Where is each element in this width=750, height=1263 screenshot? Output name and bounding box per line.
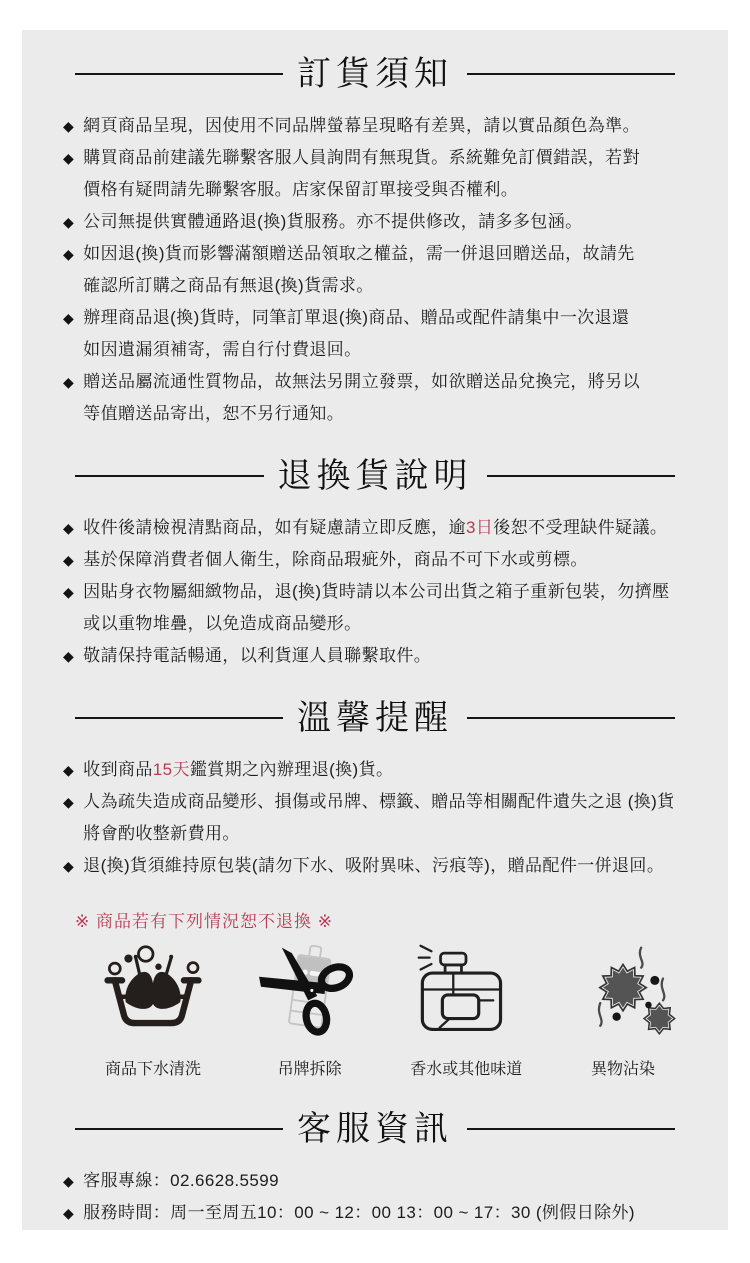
section-return-exchange — [52, 454, 698, 672]
notice-text: 退(換)貨須維持原包裝(請勿下水、吸附異味、污痕等)，贈品配件一併退回。 — [83, 856, 665, 875]
notice-list — [52, 110, 698, 430]
notice-text: 如因退(換)貨而影響滿額贈送品領取之權益，需一併退回贈送品，故請先 確認所訂購之商品有無退(換)貨需求。 — [83, 244, 635, 295]
title-rule-right — [467, 73, 675, 75]
case-tag-removal — [249, 946, 371, 1079]
case-wash — [92, 946, 214, 1079]
section-title: 溫馨提醒 — [297, 699, 453, 737]
no-return-cases — [52, 946, 698, 1079]
diamond-bullet-icon: ◆ — [63, 794, 75, 810]
diamond-bullet-icon: ◆ — [63, 1205, 75, 1221]
diamond-bullet-icon: ◆ — [63, 214, 75, 230]
diamond-bullet-icon: ◆ — [63, 118, 75, 134]
section-order-notice — [52, 52, 698, 430]
notice-item — [63, 238, 698, 302]
section-title: 退換貨說明 — [277, 457, 473, 495]
case-contamination — [562, 946, 684, 1079]
section-title-row — [75, 52, 675, 96]
notice-card — [22, 30, 728, 1230]
title-rule-right — [467, 717, 675, 719]
perfume-bottle-icon — [410, 946, 522, 1044]
notice-item — [63, 110, 698, 142]
title-rule-left — [75, 73, 283, 75]
diamond-bullet-icon: ◆ — [63, 858, 75, 874]
section-title-row — [75, 696, 675, 740]
diamond-bullet-icon: ◆ — [63, 374, 75, 390]
no-return-note: ※ 商品若有下列情況恕不退換 ※ — [75, 912, 333, 931]
notice-text: 收件後請檢視清點商品，如有疑慮請立即反應，逾3日後恕不受理缺件疑議。 — [83, 518, 668, 537]
diamond-bullet-icon: ◆ — [63, 762, 75, 778]
title-rule-left — [75, 475, 264, 477]
notice-item — [63, 1197, 698, 1229]
title-rule-right — [487, 475, 676, 477]
notice-item — [63, 640, 698, 672]
case-label: 香水或其他味道 — [410, 1061, 523, 1078]
case-label: 吊牌拆除 — [277, 1061, 342, 1078]
section-title: 訂貨須知 — [297, 55, 453, 93]
notice-text: 網頁商品呈現，因使用不同品牌螢幕呈現略有差異，請以實品顏色為準。 — [83, 116, 640, 135]
notice-text: 人為疏失造成商品變形、損傷或吊牌、標籤、贈品等相關配件遺失之退 (換)貨 將會酌收整新費用。 — [83, 792, 675, 843]
notice-item — [63, 754, 698, 786]
notice-item — [63, 1165, 698, 1197]
section-customer-service — [52, 1107, 698, 1229]
title-rule-left — [75, 717, 283, 719]
notice-item — [63, 512, 698, 544]
tag-scissors-icon — [254, 946, 366, 1044]
notice-text: 基於保障消費者個人衛生，除商品瑕疵外，商品不可下水或剪標。 — [83, 550, 588, 569]
notice-text: 贈送品屬流通性質物品，故無法另開立發票，如欲贈送品兌換完，將另以 等值贈送品寄出，恕不另行通知。 — [83, 372, 640, 423]
notice-text: 購買商品前建議先聯繫客服人員詢問有無現貨。系統難免訂價錯誤，若對 價格有疑問請先聯繫客服。店家保留訂單接受與否權利。 — [83, 148, 640, 199]
notice-item — [63, 142, 698, 206]
diamond-bullet-icon: ◆ — [63, 584, 75, 600]
notice-text: 敬請保持電話暢通，以利貨運人員聯繫取件。 — [83, 646, 432, 665]
diamond-bullet-icon: ◆ — [63, 1173, 75, 1189]
diamond-bullet-icon: ◆ — [63, 310, 75, 326]
contamination-icon — [567, 946, 679, 1044]
notice-text: 收到商品15天鑑賞期之內辦理退(換)貨。 — [83, 760, 394, 779]
notice-item — [63, 850, 698, 882]
case-label: 商品下水清洗 — [104, 1061, 201, 1078]
notice-item — [63, 544, 698, 576]
notice-text: 公司無提供實體通路退(換)貨服務。亦不提供修改，請多多包涵。 — [83, 212, 583, 231]
notice-item — [63, 302, 698, 366]
notice-list — [52, 512, 698, 672]
title-rule-left — [75, 1128, 283, 1130]
diamond-bullet-icon: ◆ — [63, 150, 75, 166]
section-warm-reminder — [52, 696, 698, 1079]
notice-item — [63, 576, 698, 640]
diamond-bullet-icon: ◆ — [63, 246, 75, 262]
notice-list — [52, 754, 698, 882]
title-rule-right — [467, 1128, 675, 1130]
notice-item — [63, 206, 698, 238]
notice-text: 因貼身衣物屬細緻物品，退(換)貨時請以本公司出貨之箱子重新包裝，勿擠壓 或以重物堆疊，以免造成商品變形。 — [83, 582, 670, 633]
notice-item — [63, 786, 698, 850]
diamond-bullet-icon: ◆ — [63, 520, 75, 536]
notice-text: 辦理商品退(換)貨時，同筆訂單退(換)商品、贈品或配件請集中一次退還 如因遺漏須補寄，需自行付費退回。 — [83, 308, 630, 359]
notice-text: 服務時間：周一至周五10：00 ~ 12：00 13：00 ~ 17：30 (例假日除外) — [83, 1203, 635, 1222]
diamond-bullet-icon: ◆ — [63, 552, 75, 568]
section-title-row — [75, 1107, 675, 1151]
diamond-bullet-icon: ◆ — [63, 648, 75, 664]
case-perfume — [405, 946, 527, 1079]
section-title: 客服資訊 — [297, 1110, 453, 1148]
notice-item — [63, 366, 698, 430]
notice-list — [52, 1165, 698, 1229]
section-title-row — [75, 454, 675, 498]
case-label: 異物沾染 — [590, 1061, 655, 1078]
bra-washing-icon — [97, 946, 209, 1044]
notice-text: 客服專線：02.6628.5599 — [83, 1171, 279, 1190]
